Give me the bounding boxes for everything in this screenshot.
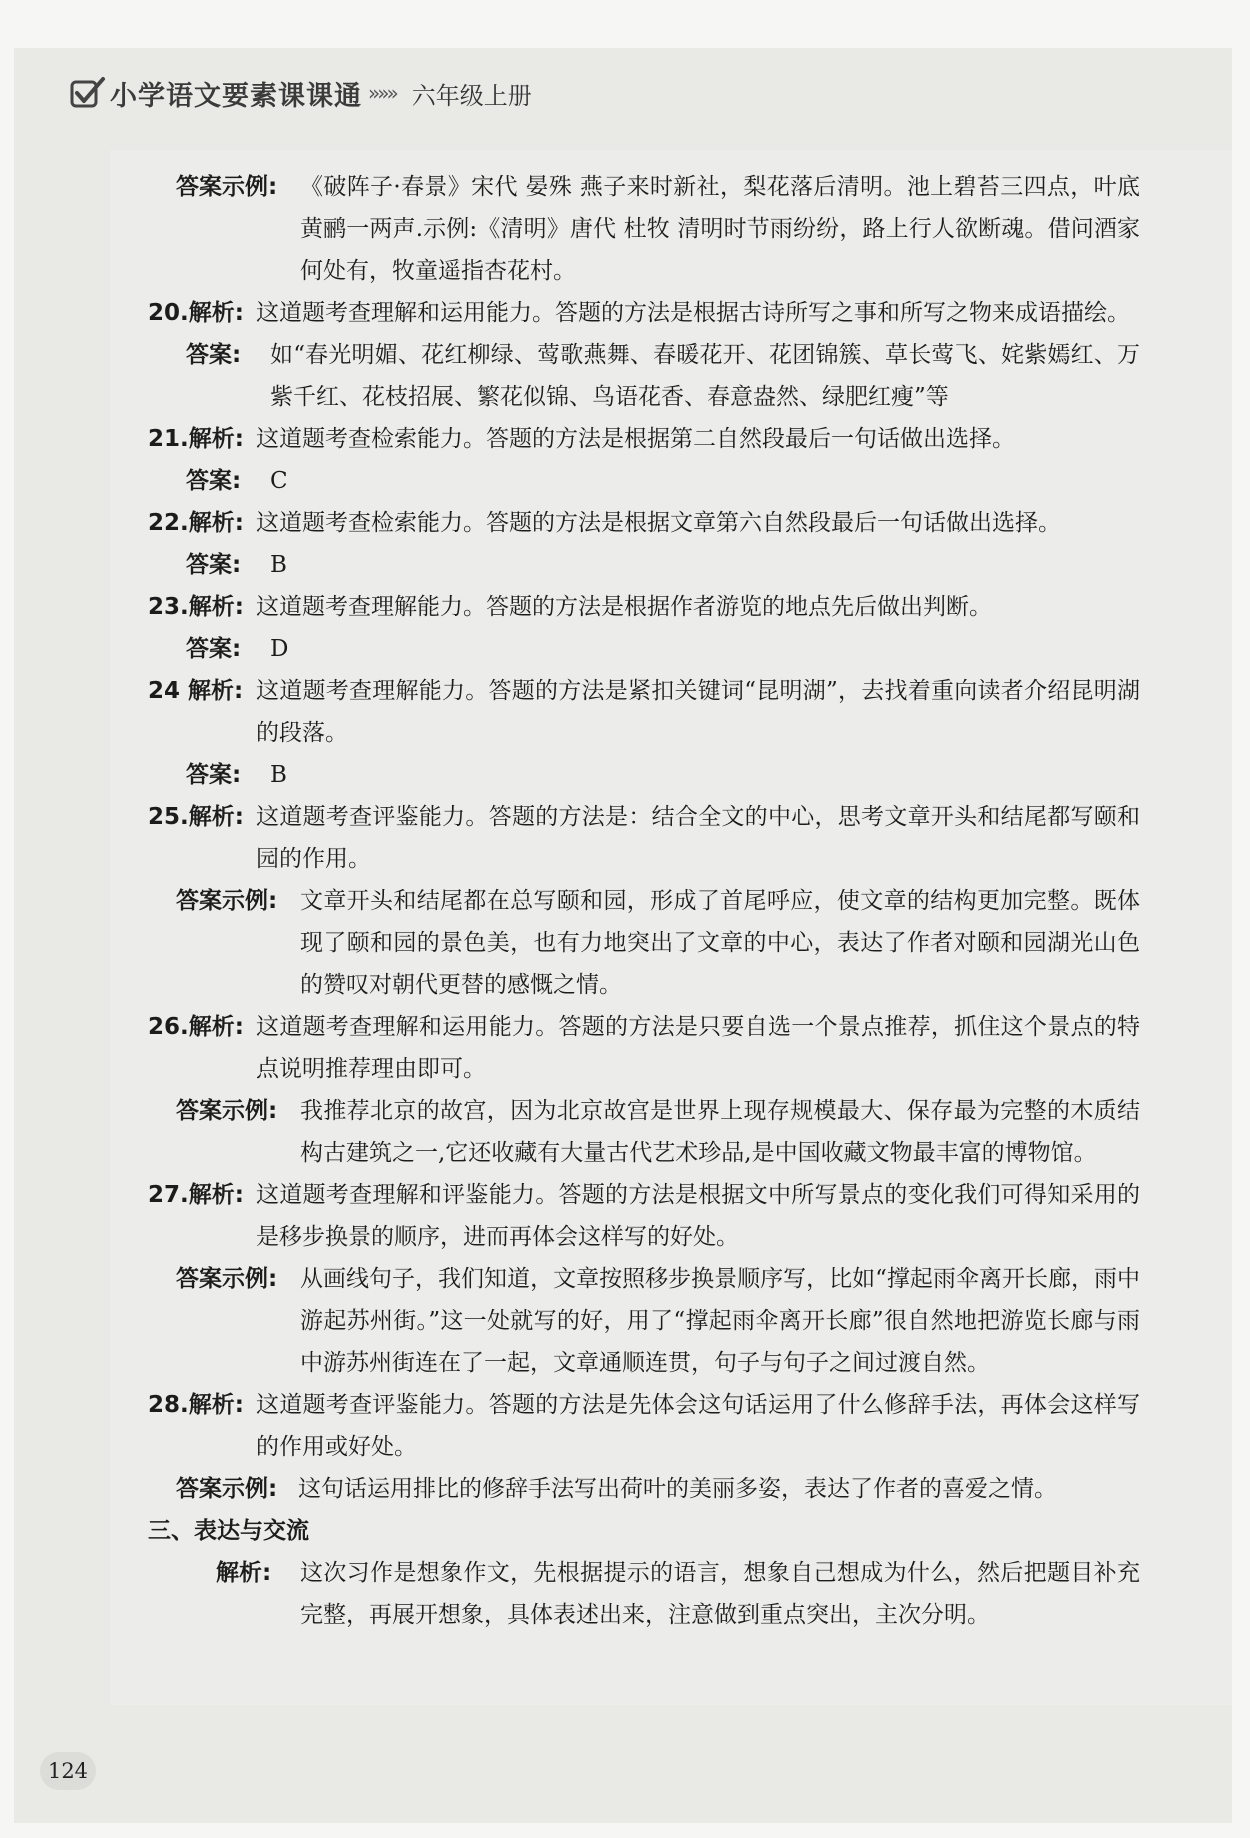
entry-analysis (140, 586, 1140, 628)
entry-label: 答案示例: (176, 1098, 278, 1124)
entry-label: 答案示例: (176, 888, 278, 914)
entry-text: B (270, 552, 287, 578)
entry-answer (140, 544, 1140, 586)
entry-analysis (140, 1174, 1140, 1258)
entry-list (140, 166, 1140, 1510)
entry-example (140, 166, 1140, 292)
entry-text: 这道题考查评鉴能力。答题的方法是先体会这句话运用了什么修辞手法，再体会这样写的作用或好处。 (256, 1392, 1140, 1460)
page-number: 124 (40, 1752, 96, 1790)
entry-label: 解析: (216, 1560, 272, 1586)
entry-text: B (270, 762, 287, 788)
entry-analysis (140, 670, 1140, 754)
entry-text: C (270, 468, 288, 494)
grade-label: 六年级上册 (411, 81, 532, 110)
book-title: 小学语文要素课课通 (110, 80, 362, 112)
entry-label: 答案示例: (176, 1476, 278, 1502)
entry-label: 20.解析: (148, 300, 244, 326)
entry-text: 《破阵子·春景》宋代 晏殊 燕子来时新社，梨花落后清明。池上碧苔三四点，叶底黄鹂一两声.示例:《清明》唐代 杜牧 清明时节雨纷纷，路上行人欲断魂。借问酒家何处有，牧童遥指杏花村。 (300, 174, 1140, 284)
entry-text: 从画线句子，我们知道，文章按照移步换景顺序写，比如“撑起雨伞离开长廊，雨中游起苏州街。”这一处就写的好，用了“撑起雨伞离开长廊”很自然地把游览长廊与雨中游苏州街连在了一起，文章通顺连贯，句子与句子之间过渡自然。 (300, 1266, 1140, 1376)
entry-text: 这道题考查评鉴能力。答题的方法是：结合全文的中心，思考文章开头和结尾都写颐和园的作用。 (256, 804, 1140, 872)
entry-label: 答案: (186, 636, 242, 662)
entry-answer (140, 460, 1140, 502)
entry-analysis (140, 796, 1140, 880)
entry-answer (140, 334, 1140, 418)
chevrons-icon: »»» (368, 81, 396, 105)
section-entry (140, 1552, 1140, 1636)
answer-content (140, 166, 1140, 1636)
entry-example (140, 880, 1140, 1006)
entry-label: 答案: (186, 762, 242, 788)
entry-label: 答案示例: (176, 174, 278, 200)
entry-text: 这道题考查检索能力。答题的方法是根据文章第六自然段最后一句话做出选择。 (256, 510, 1061, 536)
entry-answer (140, 628, 1140, 670)
entry-example (140, 1090, 1140, 1174)
entry-text: 这道题考查理解和运用能力。答题的方法是只要自选一个景点推荐，抓住这个景点的特点说明推荐理由即可。 (256, 1014, 1140, 1082)
entry-label: 答案: (186, 468, 242, 494)
entry-text: 这道题考查理解能力。答题的方法是根据作者游览的地点先后做出判断。 (256, 594, 992, 620)
page-header (70, 72, 532, 114)
entry-example2 (140, 1468, 1140, 1510)
entry-analysis (140, 292, 1140, 334)
entry-example (140, 1258, 1140, 1384)
entry-answer (140, 754, 1140, 796)
entry-analysis (140, 1006, 1140, 1090)
entry-label: 28.解析: (148, 1392, 244, 1418)
entry-text: D (270, 636, 289, 662)
entry-label: 24 解析: (148, 678, 244, 704)
entry-text: 我推荐北京的故宫，因为北京故宫是世界上现存规模最大、保存最为完整的木质结构古建筑之一,它还收藏有大量古代艺术珍品,是中国收藏文物最丰富的博物馆。 (300, 1098, 1140, 1166)
entry-text: 这道题考查理解能力。答题的方法是紧扣关键词“昆明湖”，去找着重向读者介绍昆明湖的段落。 (256, 678, 1140, 746)
section-heading: 三、表达与交流 (148, 1518, 309, 1544)
entry-text: 文章开头和结尾都在总写颐和园，形成了首尾呼应，使文章的结构更加完整。既体现了颐和园的景色美，也有力地突出了文章的中心，表达了作者对颐和园湖光山色的赞叹对朝代更替的感慨之情。 (300, 888, 1140, 998)
entry-analysis (140, 418, 1140, 460)
entry-label: 25.解析: (148, 804, 244, 830)
entry-label: 23.解析: (148, 594, 244, 620)
entry-label: 22.解析: (148, 510, 244, 536)
entry-label: 26.解析: (148, 1014, 244, 1040)
entry-text: 这道题考查检索能力。答题的方法是根据第二自然段最后一句话做出选择。 (256, 426, 1015, 452)
entry-label: 答案示例: (176, 1266, 278, 1292)
entry-label: 答案: (186, 342, 242, 368)
entry-label: 27.解析: (148, 1182, 244, 1208)
entry-text: 这道题考查理解和评鉴能力。答题的方法是根据文中所写景点的变化我们可得知采用的是移步换景的顺序，进而再体会这样写的好处。 (256, 1182, 1140, 1250)
entry-text: 如“春光明媚、花红柳绿、莺歌燕舞、春暖花开、花团锦簇、草长莺飞、姹紫嫣红、万紫千红、花枝招展、繁花似锦、鸟语花香、春意盎然、绿肥红瘦”等 (270, 342, 1140, 410)
entry-label: 21.解析: (148, 426, 244, 452)
checkmark-icon (70, 76, 106, 110)
entry-label: 答案: (186, 552, 242, 578)
entry-text: 这句话运用排比的修辞手法写出荷叶的美丽多姿，表达了作者的喜爱之情。 (298, 1476, 1057, 1502)
entry-analysis (140, 1384, 1140, 1468)
entry-text: 这道题考查理解和运用能力。答题的方法是根据古诗所写之事和所写之物来成语描绘。 (256, 300, 1130, 326)
entry-text: 这次习作是想象作文，先根据提示的语言，想象自己想成为什么，然后把题目补充完整，再展开想象，具体表述出来，注意做到重点突出，主次分明。 (300, 1560, 1140, 1628)
entry-analysis (140, 502, 1140, 544)
